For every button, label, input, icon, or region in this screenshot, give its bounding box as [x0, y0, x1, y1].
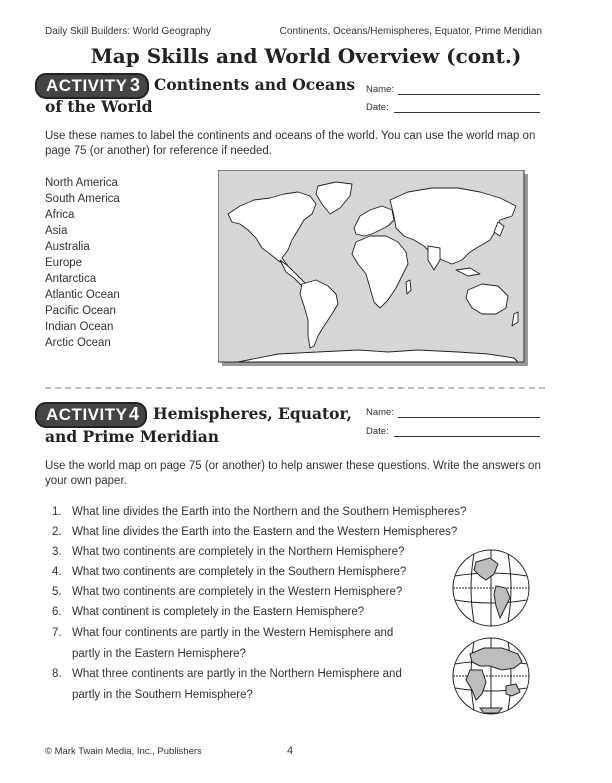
list-item: Asia: [45, 225, 68, 237]
list-item: Atlantic Ocean: [45, 289, 120, 301]
question-text-continued: partly in the Eastern Hemisphere?: [72, 648, 246, 660]
world-map: [218, 170, 530, 368]
hemisphere-globes-illustration: [446, 548, 536, 724]
question-text-continued: partly in the Southern Hemisphere?: [72, 689, 253, 701]
question-text: What two continents are completely in the Southern Hemisphere?: [72, 566, 407, 578]
question-number: 2.: [52, 526, 62, 538]
list-item: Arctic Ocean: [45, 337, 111, 349]
footer-publisher: © Mark Twain Media, Inc., Publishers: [45, 746, 202, 757]
list-item: Europe: [45, 257, 83, 269]
question-number: 4.: [52, 566, 62, 578]
list-item: Indian Ocean: [45, 321, 114, 333]
activity-4-badge: [35, 402, 147, 428]
question-text: What line divides the Earth into the Eastern and the Western Hemispheres?: [72, 526, 458, 538]
activity-3-title-line1: Continents and Oceans: [154, 75, 356, 94]
list-item: South America: [45, 193, 120, 205]
page-title: Map Skills and World Overview (cont.): [90, 44, 522, 68]
eastern-antarctica-shape: [480, 708, 502, 713]
activity-3-instructions: Use these names to label the continents and oceans of the world. You can use the world map on page 75 (or another) for reference if needed.: [45, 130, 536, 157]
list-item: Africa: [45, 209, 75, 221]
list-item: Australia: [45, 241, 90, 253]
question-number: 7.: [52, 627, 62, 639]
date-label: Date:: [366, 426, 389, 437]
question-text: What three continents are partly in the Northern Hemisphere and: [72, 668, 402, 680]
question-number: 5.: [52, 586, 62, 598]
list-item: North America: [45, 177, 118, 189]
question-number: 6.: [52, 606, 62, 618]
activity-3-title-line2: of the World: [45, 97, 153, 116]
question-text: What two continents are completely in the Northern Hemisphere?: [72, 546, 405, 558]
date-field[interactable]: [394, 112, 540, 113]
list-item: Antarctica: [45, 273, 97, 285]
question-number: 1.: [52, 506, 62, 518]
question-number: 8.: [52, 668, 62, 680]
question-text: What continent is completely in the Eastern Hemisphere?: [72, 606, 365, 618]
activity-4-title-line1: Hemispheres, Equator,: [153, 404, 352, 423]
name-label: Name:: [366, 84, 394, 95]
section-divider: [45, 387, 545, 389]
name-field[interactable]: [398, 94, 540, 95]
activity-word: ACTIVITY: [46, 405, 128, 424]
activity-4-instructions: Use the world map on page 75 (or another) to help answer these questions. Write the answers on your own paper.: [45, 460, 541, 487]
question-text: What line divides the Earth into the Northern and the Southern Hemispheres?: [72, 506, 467, 518]
name-field[interactable]: [398, 417, 540, 418]
activity-word: ACTIVITY: [46, 76, 128, 95]
question-number: 3.: [52, 546, 62, 558]
label-name-list: [45, 175, 120, 351]
question-text: What two continents are completely in the Western Hemisphere?: [72, 586, 403, 598]
page-number: 4: [287, 745, 294, 757]
activity-number: 3: [130, 75, 141, 95]
running-header-right: Continents, Oceans/Hemispheres, Equator, Prime Meridian: [279, 26, 542, 37]
running-header-left: Daily Skill Builders: World Geography: [45, 26, 211, 37]
activity-3-badge: [35, 73, 149, 99]
date-label: Date:: [366, 102, 389, 113]
activity-4-title-line2: and Prime Meridian: [45, 427, 220, 446]
list-item: Pacific Ocean: [45, 305, 116, 317]
name-label: Name:: [366, 407, 394, 418]
activity-number: 4: [129, 404, 140, 424]
question-text: What four continents are partly in the Western Hemisphere and: [72, 627, 394, 639]
date-field[interactable]: [394, 436, 540, 437]
